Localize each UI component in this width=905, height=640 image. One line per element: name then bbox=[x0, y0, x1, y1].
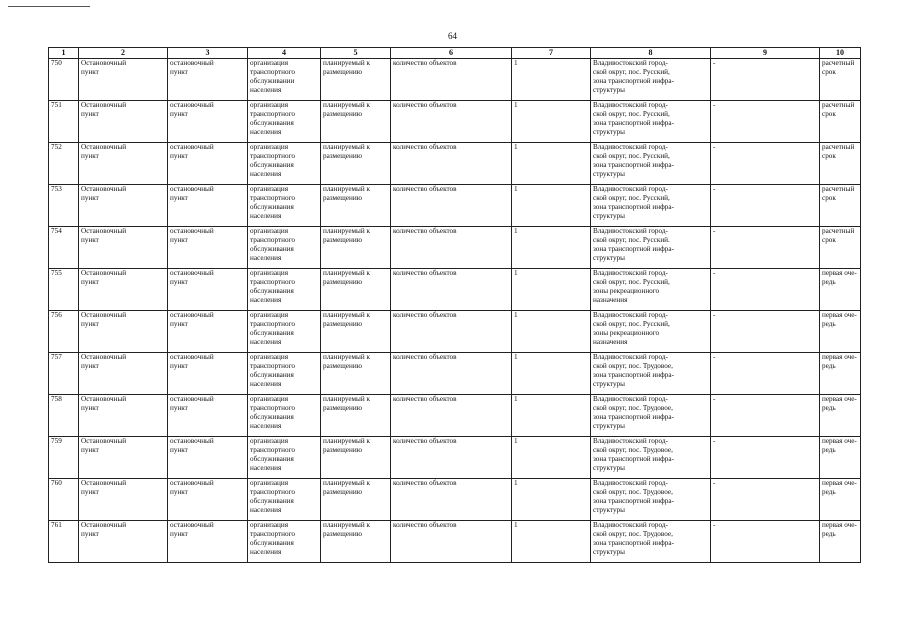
object-name-cell: Остановочный пункт bbox=[79, 521, 168, 563]
purpose-cell: организация транспортного обслуживания населения bbox=[248, 311, 321, 353]
value-cell: 1 bbox=[512, 311, 591, 353]
indicator-cell: количество объектов bbox=[391, 143, 512, 185]
column-header: 6 bbox=[391, 48, 512, 59]
zone-cell: - bbox=[711, 395, 820, 437]
objects-table bbox=[48, 47, 861, 563]
value-cell: 1 bbox=[512, 479, 591, 521]
indicator-cell: количество объектов bbox=[391, 353, 512, 395]
table-row bbox=[49, 227, 861, 269]
object-type-cell: остановочный пункт bbox=[168, 101, 248, 143]
purpose-cell: организация транспортного обслуживания населения bbox=[248, 437, 321, 479]
object-name-cell: Остановочный пункт bbox=[79, 101, 168, 143]
value-cell: 1 bbox=[512, 101, 591, 143]
status-cell: планируемый к размещению bbox=[321, 227, 391, 269]
location-cell: Владивостокский город- ской округ, пос. Трудовое, зона транспортной инфра- структуры bbox=[591, 353, 711, 395]
column-header: 7 bbox=[512, 48, 591, 59]
indicator-cell: количество объектов bbox=[391, 395, 512, 437]
row-number-cell: 761 bbox=[49, 521, 79, 563]
status-cell: планируемый к размещению bbox=[321, 437, 391, 479]
term-cell: расчетный срок bbox=[820, 59, 861, 101]
value-cell: 1 bbox=[512, 185, 591, 227]
column-header: 5 bbox=[321, 48, 391, 59]
page-number: 64 bbox=[448, 31, 457, 41]
object-name-cell: Остановочный пункт bbox=[79, 227, 168, 269]
indicator-cell: количество объектов bbox=[391, 227, 512, 269]
row-number-cell: 750 bbox=[49, 59, 79, 101]
object-type-cell: остановочный пункт bbox=[168, 395, 248, 437]
column-header: 2 bbox=[79, 48, 168, 59]
location-cell: Владивостокский город- ской округ, пос. Трудовое, зона транспортной инфра- структуры bbox=[591, 521, 711, 563]
zone-cell: - bbox=[711, 269, 820, 311]
row-number-cell: 757 bbox=[49, 353, 79, 395]
table-row bbox=[49, 185, 861, 227]
term-cell: первая оче- редь bbox=[820, 269, 861, 311]
indicator-cell: количество объектов bbox=[391, 59, 512, 101]
indicator-cell: количество объектов bbox=[391, 311, 512, 353]
term-cell: первая оче- редь bbox=[820, 311, 861, 353]
zone-cell: - bbox=[711, 437, 820, 479]
row-number-cell: 760 bbox=[49, 479, 79, 521]
purpose-cell: организация транспортного обслуживания населения bbox=[248, 143, 321, 185]
indicator-cell: количество объектов bbox=[391, 101, 512, 143]
object-type-cell: остановочный пункт bbox=[168, 227, 248, 269]
zone-cell: - bbox=[711, 479, 820, 521]
purpose-cell: организация транспортного обслуживания населения bbox=[248, 521, 321, 563]
location-cell: Владивостокский город- ской округ, пос. Трудовое, зона транспортной инфра- структуры bbox=[591, 479, 711, 521]
object-name-cell: Остановочный пункт bbox=[79, 395, 168, 437]
location-cell: Владивостокский город- ской округ, пос. Русский, зона транспортной инфра- структуры bbox=[591, 143, 711, 185]
column-header: 1 bbox=[49, 48, 79, 59]
object-name-cell: Остановочный пункт bbox=[79, 185, 168, 227]
object-name-cell: Остановочный пункт bbox=[79, 59, 168, 101]
column-header: 4 bbox=[248, 48, 321, 59]
zone-cell: - bbox=[711, 353, 820, 395]
value-cell: 1 bbox=[512, 227, 591, 269]
column-header: 9 bbox=[711, 48, 820, 59]
object-type-cell: остановочный пункт bbox=[168, 521, 248, 563]
term-cell: расчетный срок bbox=[820, 185, 861, 227]
object-type-cell: остановочный пункт bbox=[168, 353, 248, 395]
location-cell: Владивостокский город- ской округ, пос. Русский. зона транспортной инфра- структуры bbox=[591, 227, 711, 269]
term-cell: расчетный срок bbox=[820, 227, 861, 269]
object-name-cell: Остановочный пункт bbox=[79, 311, 168, 353]
zone-cell: - bbox=[711, 185, 820, 227]
purpose-cell: организация транспортного обслуживании населения bbox=[248, 59, 321, 101]
object-type-cell: остановочный пункт bbox=[168, 437, 248, 479]
object-name-cell: Остановочный пункт bbox=[79, 143, 168, 185]
purpose-cell: организация транспортного обслуживания населения bbox=[248, 269, 321, 311]
object-type-cell: остановочный пункт bbox=[168, 59, 248, 101]
zone-cell: - bbox=[711, 101, 820, 143]
row-number-cell: 751 bbox=[49, 101, 79, 143]
purpose-cell: организация транспортного обслуживания населения bbox=[248, 227, 321, 269]
location-cell: Владивостокский город- ской округ, пос. Трудовое, зона транспортной инфра- структуры bbox=[591, 395, 711, 437]
column-header: 8 bbox=[591, 48, 711, 59]
table-row bbox=[49, 59, 861, 101]
table-row bbox=[49, 521, 861, 563]
indicator-cell: количество объектов bbox=[391, 185, 512, 227]
location-cell: Владивостокский город- ской округ, пос. Русский, зоны рекреационного назначения bbox=[591, 311, 711, 353]
header-rule bbox=[8, 6, 90, 7]
status-cell: планируемый к размещению bbox=[321, 395, 391, 437]
object-name-cell: Остановочный пункт bbox=[79, 353, 168, 395]
row-number-cell: 759 bbox=[49, 437, 79, 479]
term-cell: первая оче- редь bbox=[820, 395, 861, 437]
column-header: 3 bbox=[168, 48, 248, 59]
purpose-cell: организация транспортного обслуживания населения bbox=[248, 101, 321, 143]
object-type-cell: остановочный пункт bbox=[168, 479, 248, 521]
table-row bbox=[49, 311, 861, 353]
status-cell: планируемый к размещению bbox=[321, 479, 391, 521]
value-cell: 1 bbox=[512, 521, 591, 563]
object-type-cell: остановочный пункт bbox=[168, 185, 248, 227]
term-cell: первая оче- редь bbox=[820, 479, 861, 521]
value-cell: 1 bbox=[512, 269, 591, 311]
status-cell: планируемый к размещению bbox=[321, 521, 391, 563]
indicator-cell: количество объектов bbox=[391, 521, 512, 563]
indicator-cell: количество объектов bbox=[391, 437, 512, 479]
header-row bbox=[49, 48, 861, 59]
table-row bbox=[49, 269, 861, 311]
value-cell: 1 bbox=[512, 437, 591, 479]
object-name-cell: Остановочный пункт bbox=[79, 437, 168, 479]
status-cell: планируемый к размещению bbox=[321, 353, 391, 395]
table-row bbox=[49, 143, 861, 185]
zone-cell: - bbox=[711, 521, 820, 563]
purpose-cell: организация транспортного обслуживания населения bbox=[248, 395, 321, 437]
purpose-cell: организация транспортного обслуживания населения bbox=[248, 479, 321, 521]
status-cell: планируемый к размещению bbox=[321, 143, 391, 185]
location-cell: Владивостокский город- ской округ, пос. Трудовое, зона транспортной инфра- структуры bbox=[591, 437, 711, 479]
purpose-cell: организация транспортного обслуживания населения bbox=[248, 353, 321, 395]
term-cell: первая оче- редь bbox=[820, 521, 861, 563]
zone-cell: - bbox=[711, 227, 820, 269]
row-number-cell: 755 bbox=[49, 269, 79, 311]
object-name-cell: Остановочный пункт bbox=[79, 269, 168, 311]
status-cell: планируемый к размещению bbox=[321, 101, 391, 143]
table-row bbox=[49, 101, 861, 143]
value-cell: 1 bbox=[512, 143, 591, 185]
location-cell: Владивостокский город- ской округ, пос. Русский, зона транспортной инфра- структуры bbox=[591, 101, 711, 143]
row-number-cell: 752 bbox=[49, 143, 79, 185]
term-cell: расчетный срок bbox=[820, 143, 861, 185]
row-number-cell: 754 bbox=[49, 227, 79, 269]
object-type-cell: остановочный пункт bbox=[168, 269, 248, 311]
table-row bbox=[49, 353, 861, 395]
location-cell: Владивостокский город- ской округ, пос. Русский, зоны рекреационного назначения bbox=[591, 269, 711, 311]
indicator-cell: количество объектов bbox=[391, 269, 512, 311]
term-cell: первая оче- редь bbox=[820, 353, 861, 395]
location-cell: Владивостокский город- ской округ, пос. Русский, зона транспортной инфра- структуры bbox=[591, 59, 711, 101]
status-cell: планируемый к размещению bbox=[321, 59, 391, 101]
status-cell: планируемый к размещению bbox=[321, 185, 391, 227]
status-cell: планируемый к размещению bbox=[321, 269, 391, 311]
row-number-cell: 753 bbox=[49, 185, 79, 227]
object-type-cell: остановочный пункт bbox=[168, 143, 248, 185]
status-cell: планируемый к размещению bbox=[321, 311, 391, 353]
indicator-cell: количество объектов bbox=[391, 479, 512, 521]
location-cell: Владивостокский город- ской округ, пос. Русский, зона транспортной инфра- структуры bbox=[591, 185, 711, 227]
value-cell: 1 bbox=[512, 59, 591, 101]
table-row bbox=[49, 395, 861, 437]
object-type-cell: остановочный пункт bbox=[168, 311, 248, 353]
table-row bbox=[49, 437, 861, 479]
zone-cell: - bbox=[711, 311, 820, 353]
value-cell: 1 bbox=[512, 353, 591, 395]
table-row bbox=[49, 479, 861, 521]
row-number-cell: 756 bbox=[49, 311, 79, 353]
object-name-cell: Остановочный пункт bbox=[79, 479, 168, 521]
column-header: 10 bbox=[820, 48, 861, 59]
value-cell: 1 bbox=[512, 395, 591, 437]
term-cell: первая оче- редь bbox=[820, 437, 861, 479]
purpose-cell: организация транспортного обслуживания населения bbox=[248, 185, 321, 227]
term-cell: расчетный срок bbox=[820, 101, 861, 143]
zone-cell: - bbox=[711, 143, 820, 185]
row-number-cell: 758 bbox=[49, 395, 79, 437]
zone-cell: - bbox=[711, 59, 820, 101]
